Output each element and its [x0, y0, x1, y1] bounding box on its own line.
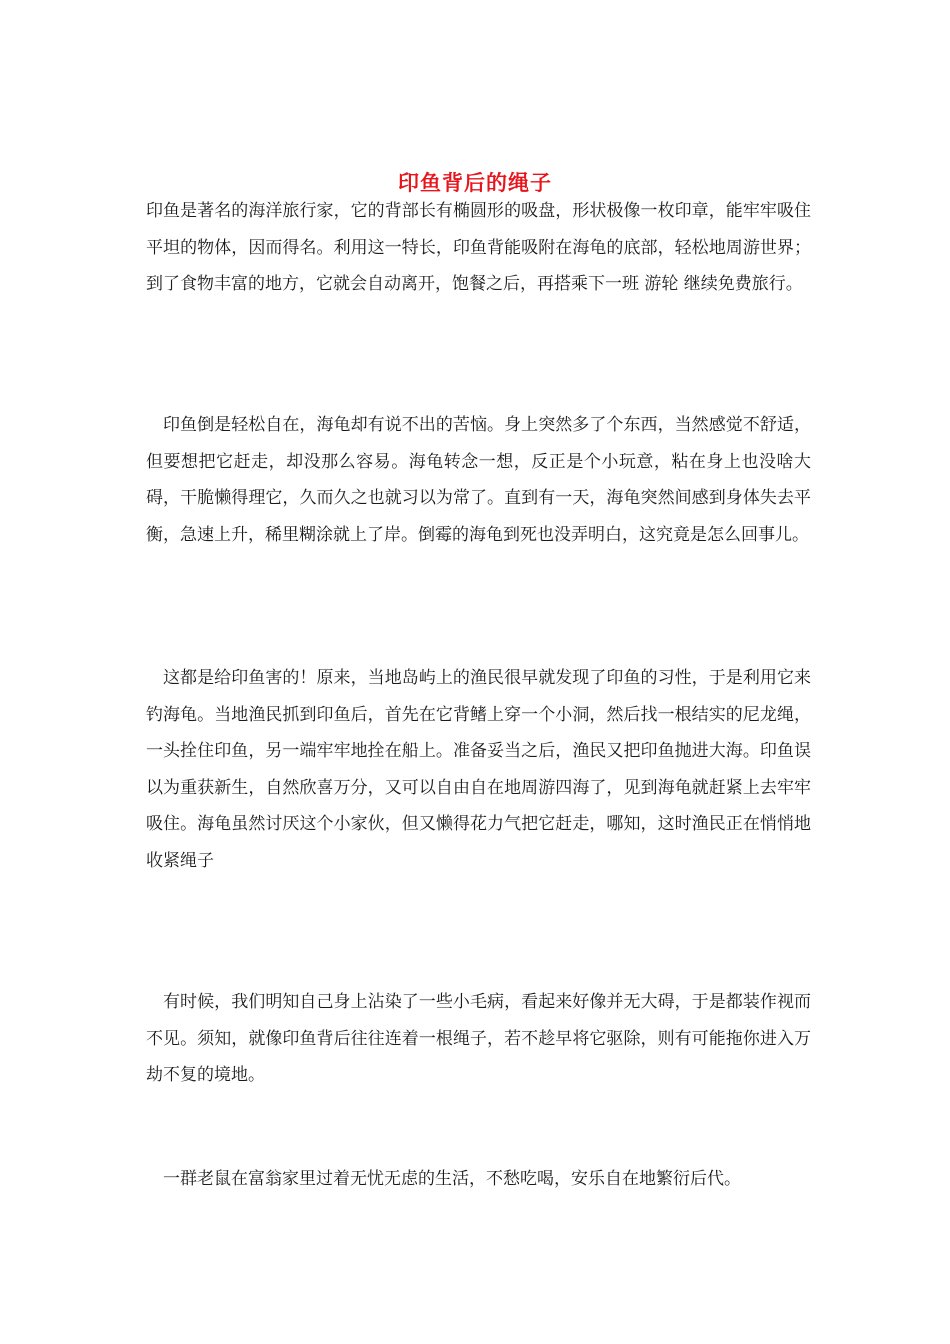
paragraph-4: 有时候，我们明知自己身上沾染了一些小毛病，看起来好像并无大碍，于是都装作视而不见。须知，就像印鱼背后往往连着一根绳子，若不趁早将它驱除，则有可能拖你进入万劫不复的境地。: [146, 992, 811, 1085]
paragraph-5: 一群老鼠在富翁家里过着无忧无虑的生活，不愁吃喝，安乐自在地繁衍后代。: [163, 1169, 741, 1189]
paragraph-3: 这都是给印鱼害的！原来，当地岛屿上的渔民很早就发现了印鱼的习性，于是利用它来钓海龟。当地渔民抓到印鱼后，首先在它背鳍上穿一个小洞，然后找一根结实的尼龙绳，一头拴住印鱼，另一端牢牢地拴在船上。准备妥当之后，渔民又把印鱼抛进大海。印鱼误以为重获新生，自然欣喜万分，又可以自由自在地周游四海了，见到海龟就赶紧上去牢牢吸住。海龟虽然讨厌这个小家伙，但又懒得花力气把它赶走，哪知，这时渔民正在悄悄地收紧绳子: [146, 668, 811, 871]
document-title: 印鱼背后的绳子: [398, 170, 552, 196]
paragraph-2: 印鱼倒是轻松自在，海龟却有说不出的苦恼。身上突然多了个东西，当然感觉不舒适，但要想把它赶走，却没那么容易。海龟转念一想，反正是个小玩意，粘在身上也没啥大碍，干脆懒得理它，久而久之也就习以为常了。直到有一天，海龟突然间感到身体失去平衡，急速上升，稀里糊涂就上了岸。倒霉的海龟到死也没弄明白，这究竟是怎么回事儿。: [146, 415, 811, 545]
paragraph-1: 印鱼是著名的海洋旅行家，它的背部长有椭圆形的吸盘，形状极像一枚印章，能牢牢吸住平坦的物体，因而得名。利用这一特长，印鱼背能吸附在海龟的底部，轻松地周游世界；到了食物丰富的地方，它就会自动离开，饱餐之后，再搭乘下一班 游轮 继续免费旅行。: [146, 201, 811, 294]
